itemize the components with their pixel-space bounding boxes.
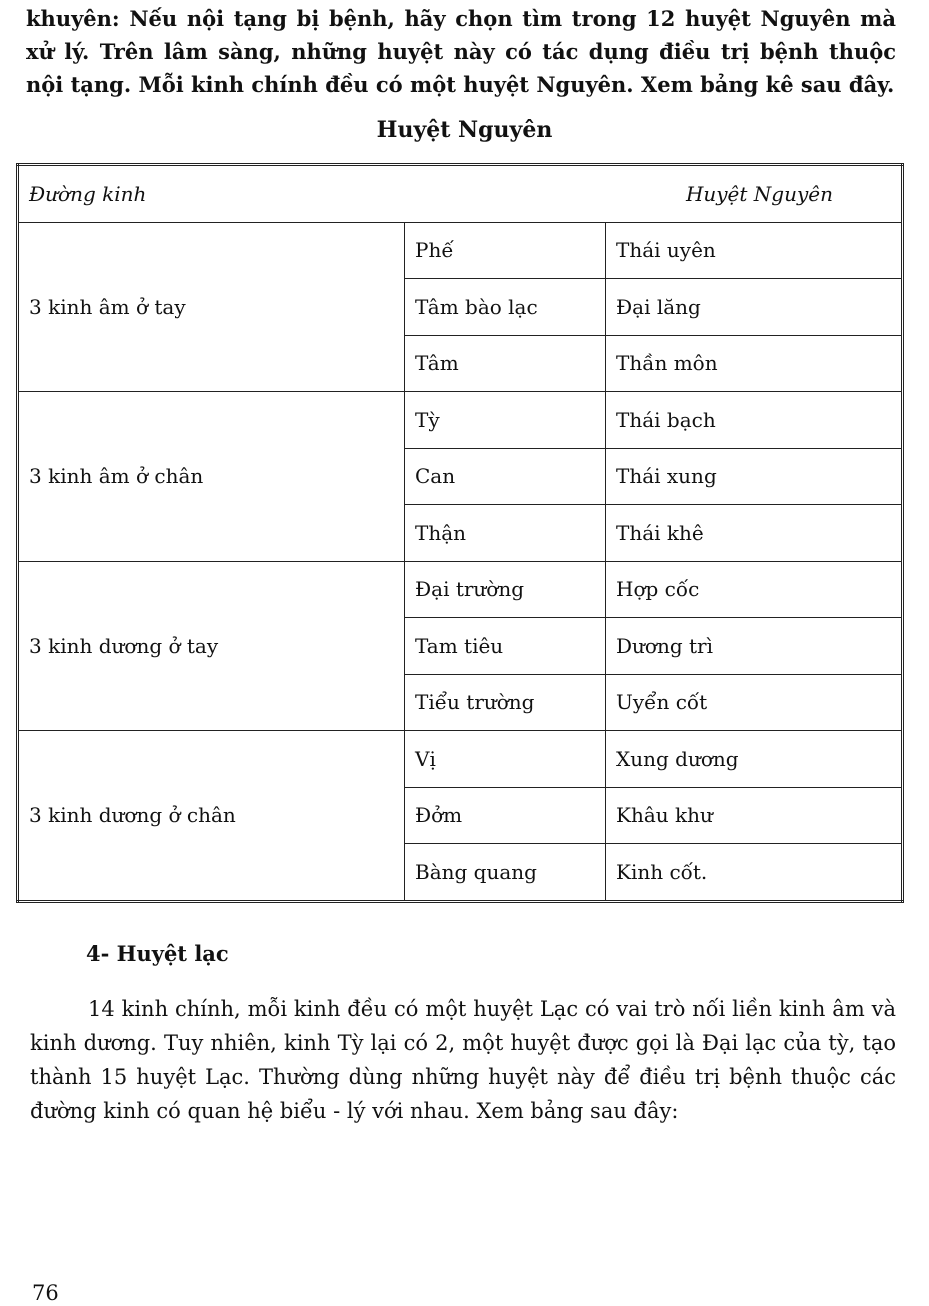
table-title: Huyệt Nguyên bbox=[376, 117, 553, 143]
point-cell: Dương trì bbox=[606, 618, 903, 675]
meridian-cell: Đại trường bbox=[405, 561, 606, 618]
meridian-cell: Can bbox=[405, 448, 606, 505]
meridian-cell: Vị bbox=[405, 731, 606, 788]
group-label: 3 kinh dương ở tay bbox=[18, 561, 405, 731]
meridian-cell: Tỳ bbox=[405, 392, 606, 449]
point-cell: Uyển cốt bbox=[606, 674, 903, 731]
point-cell: Thái uyên bbox=[606, 222, 903, 279]
header-duong-kinh: Đường kinh bbox=[18, 165, 606, 223]
point-cell: Thái xung bbox=[606, 448, 903, 505]
meridian-cell: Bàng quang bbox=[405, 844, 606, 902]
huyet-nguyen-table bbox=[16, 163, 904, 903]
section-heading: 4- Huyệt lạc bbox=[86, 941, 229, 966]
intro-paragraph: khuyên: Nếu nội tạng bị bệnh, hãy chọn tìm trong 12 huyệt Nguyên mà xử lý. Trên lâm sàng, những huyệt này có tác dụng điều trị bệnh thuộc nội tạng. Mỗi kinh chính đều có một huyệt Nguyên. Xem bảng kê sau đây. bbox=[26, 6, 896, 97]
table-row bbox=[18, 561, 903, 618]
point-cell: Xung dương bbox=[606, 731, 903, 788]
meridian-cell: Thận bbox=[405, 505, 606, 562]
point-cell: Thái bạch bbox=[606, 392, 903, 449]
group-label: 3 kinh dương ở chân bbox=[18, 731, 405, 902]
meridian-cell: Tâm bbox=[405, 335, 606, 392]
meridian-cell: Tam tiêu bbox=[405, 618, 606, 675]
section-paragraph: 14 kinh chính, mỗi kinh đều có một huyệt Lạc có vai trò nối liền kinh âm và kinh dương. Tuy nhiên, kinh Tỳ lại có 2, một huyệt được gọi là Đại lạc của tỳ, tạo thành 15 huyệt Lạc. Thường dùng những huyệt này để điều trị bệnh thuộc các đường kinh có quan hệ biểu - lý với nhau. Xem bảng sau đây: bbox=[30, 997, 896, 1123]
meridian-cell: Phế bbox=[405, 222, 606, 279]
table-row bbox=[18, 222, 903, 279]
point-cell: Hợp cốc bbox=[606, 561, 903, 618]
point-cell: Kinh cốt. bbox=[606, 844, 903, 902]
header-huyet-nguyen: Huyệt Nguyên bbox=[606, 165, 903, 223]
group-label: 3 kinh âm ở tay bbox=[18, 222, 405, 392]
meridian-cell: Tâm bào lạc bbox=[405, 279, 606, 336]
meridian-cell: Đởm bbox=[405, 787, 606, 844]
table-row bbox=[18, 731, 903, 788]
point-cell: Khâu khư bbox=[606, 787, 903, 844]
point-cell: Thái khê bbox=[606, 505, 903, 562]
meridian-cell: Tiểu trường bbox=[405, 674, 606, 731]
group-label: 3 kinh âm ở chân bbox=[18, 392, 405, 562]
table-row bbox=[18, 392, 903, 449]
page-number: 76 bbox=[32, 1281, 59, 1305]
point-cell: Thần môn bbox=[606, 335, 903, 392]
point-cell: Đại lăng bbox=[606, 279, 903, 336]
table-header-row bbox=[18, 165, 903, 223]
